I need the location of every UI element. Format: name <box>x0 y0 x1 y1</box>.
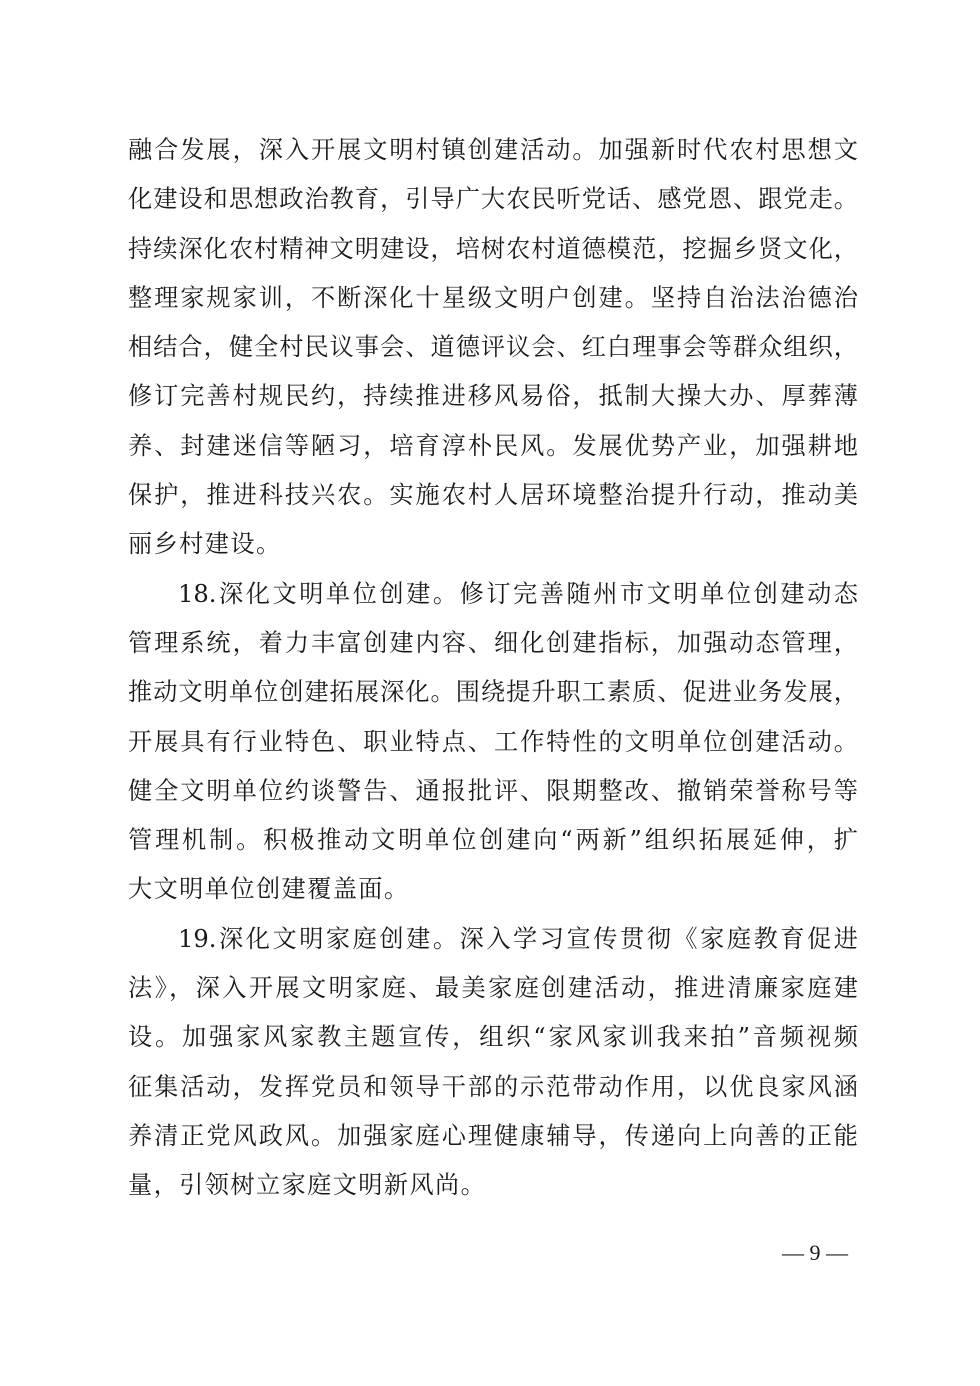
section-heading-line: 19.深化文明家庭创建。深入学习宣传贯彻《家庭教育促进 <box>178 924 858 953</box>
text-line: 量，引领树立家庭文明新风尚。 <box>128 1171 487 1200</box>
text-line: 修订完善村规民约，持续推进移风易俗，抵制大操大办、厚葬薄 <box>128 382 858 411</box>
text-line: 养、封建迷信等陋习，培育淳朴民风。发展优势产业，加强耕地 <box>128 431 858 460</box>
text-line: 融合发展，深入开展文明村镇创建活动。加强新时代农村思想文 <box>128 136 858 164</box>
page-number: — 9 — <box>782 1240 848 1265</box>
text-line: 持续深化农村精神文明建设，培树农村道德模范，挖掘乡贤文化， <box>128 234 858 263</box>
text-line: 保护，推进科技兴农。实施农村人居环境整治提升行动，推动美 <box>128 481 858 510</box>
paragraph-item-19 <box>128 915 858 1211</box>
text-line: 设。加强家风家教主题宣传，组织“家风家训我来拍”音频视频 <box>128 1023 858 1052</box>
text-line: 征集活动，发挥党员和领导干部的示范带动作用，以优良家风涵 <box>128 1072 858 1101</box>
text-line: 大文明单位创建覆盖面。 <box>128 875 410 904</box>
text-line: 养清正党风政风。加强家庭心理健康辅导，传递向上向善的正能 <box>128 1121 858 1150</box>
paragraph-item-18 <box>128 570 858 915</box>
text-line: 健全文明单位约谈警告、通报批评、限期整改、撤销荣誉称号等 <box>128 776 858 805</box>
text-line: 开展具有行业特色、职业特点、工作特性的文明单位创建活动。 <box>128 727 858 756</box>
paragraph-rural-civilization <box>128 126 858 570</box>
text-line: 化建设和思想政治教育，引导广大农民听党话、感党恩、跟党走。 <box>128 185 858 214</box>
text-line: 整理家规家训，不断深化十星级文明户创建。坚持自治法治德治 <box>128 283 858 312</box>
text-line: 推动文明单位创建拓展深化。围绕提升职工素质、促进业务发展， <box>128 678 858 707</box>
section-heading-line: 18.深化文明单位创建。修订完善随州市文明单位创建动态 <box>178 579 858 608</box>
text-line: 管理系统，着力丰富创建内容、细化创建指标，加强动态管理， <box>128 628 858 657</box>
text-line: 法》，深入开展文明家庭、最美家庭创建活动，推进清廉家庭建 <box>128 974 858 1003</box>
body-text <box>128 126 858 1211</box>
text-line: 丽乡村建设。 <box>128 530 282 559</box>
text-line: 管理机制。积极推动文明单位创建向“两新”组织拓展延伸，扩 <box>128 826 858 855</box>
text-line: 相结合，健全村民议事会、道德评议会、红白理事会等群众组织， <box>128 333 858 362</box>
